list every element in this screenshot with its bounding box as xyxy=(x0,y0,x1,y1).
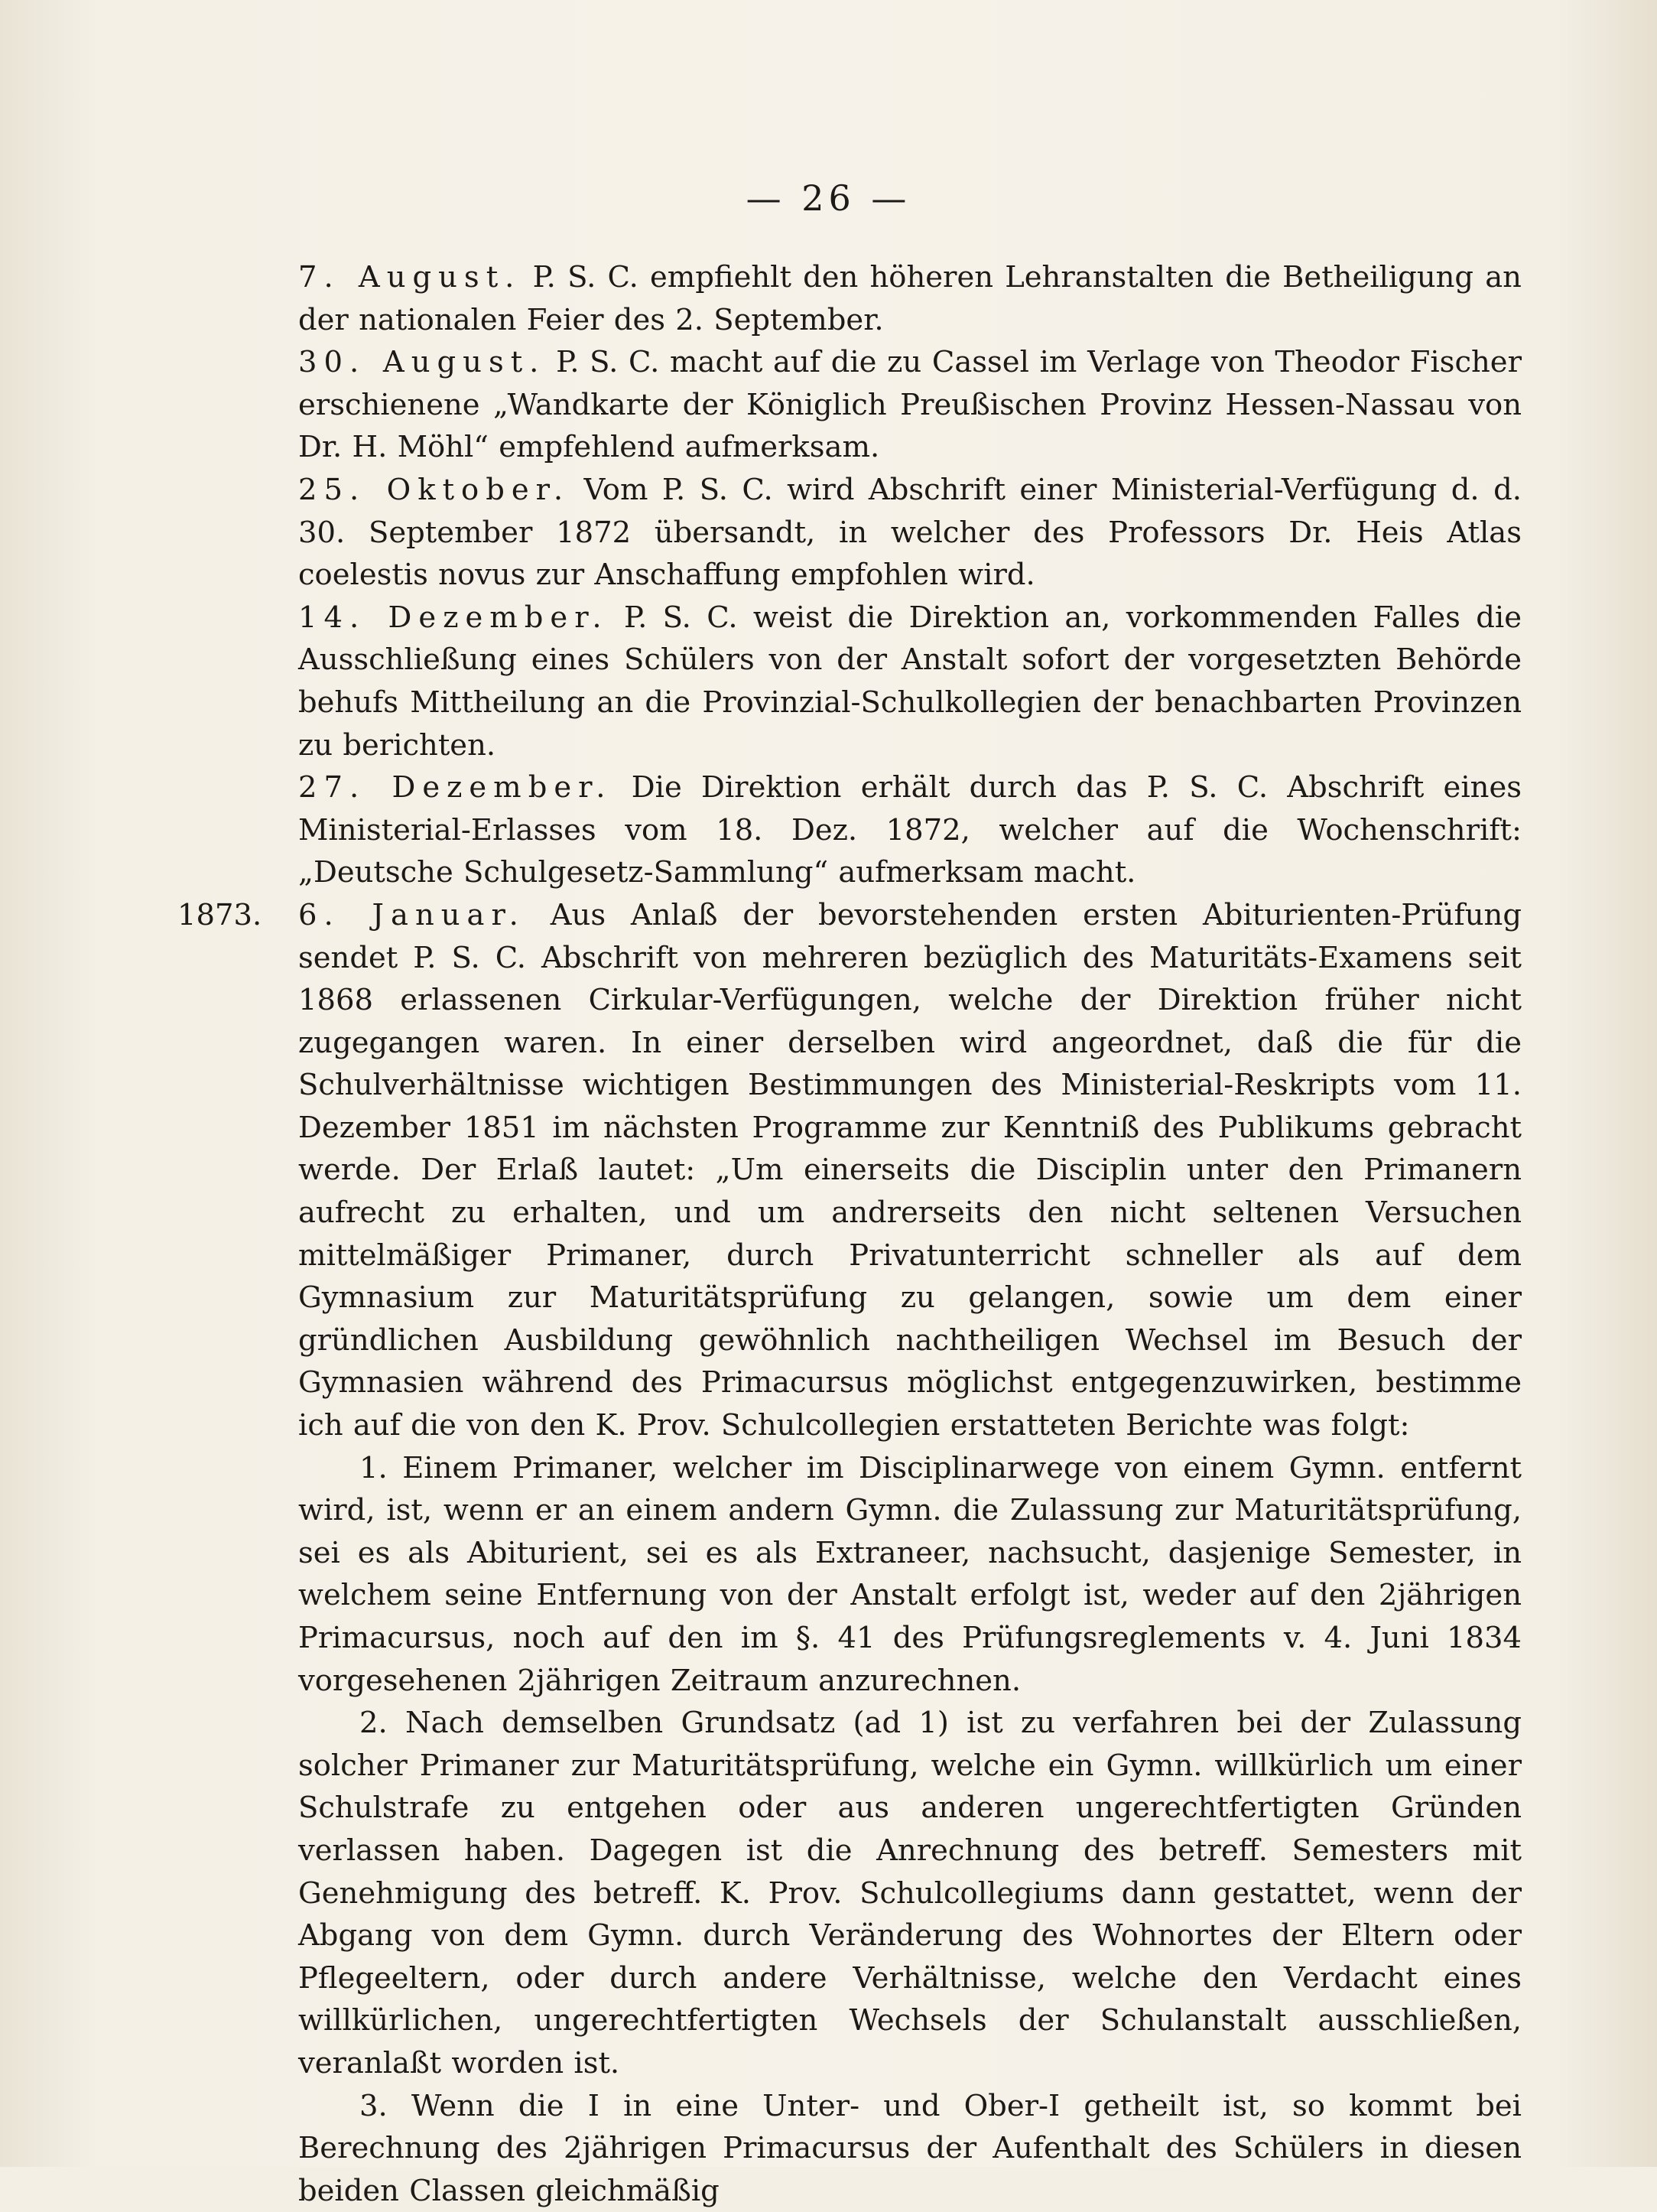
entry-dec14 xyxy=(298,597,1522,766)
entry-dec27 xyxy=(298,766,1522,894)
rule-2 xyxy=(298,1702,1522,2084)
rule-text: Wenn die I in eine Unter- und Ober-I getheilt ist, so kommt bei Berechnung des 2jährigen Primacursus der Aufenthalt des Schülers in diesen beiden Classen gleichmäßig xyxy=(298,2088,1522,2208)
entry-jan6 xyxy=(177,894,1522,1447)
entry-aug7 xyxy=(298,256,1522,341)
page-number: — 26 — xyxy=(746,177,911,219)
year-marker: 1873. xyxy=(177,897,262,932)
entry-aug30 xyxy=(298,341,1522,469)
entry-date: 25. Oktober. xyxy=(298,472,570,507)
entry-text: Vom P. S. C. wird Abschrift einer Ministerial-Verfügung d. d. 30. September 1872 übersandt, in welcher des Professors Dr. Heis Atlas coelestis novus zur Anschaffung empfohlen wird. xyxy=(298,472,1522,593)
entry-text: Aus Anlaß der bevorstehenden ersten Abiturienten-Prüfung sendet P. S. C. Abschrift von mehreren bezüglich des Maturitäts-Examens seit 1868 erlassenen Cirkular-Verfügungen, welche der Direktion früher nicht zugegangen waren. In einer derselben wird angeordnet, daß die für die Schulverhältnisse wichtigen Bestimmungen des Ministerial-Reskripts vom 11. Dezember 1851 im nächsten Programme zur Kenntniß des Publikums gebracht werde. Der Erlaß lautet: „Um einerseits die Disciplin unter den Primanern aufrecht zu erhalten, und um andrerseits den nicht seltenen Versuchen mittelmäßiger Primaner, durch Privatunterricht schneller als auf dem Gymnasium zur Maturitätsprüfung zu gelangen, sowie um dem einer gründlichen Ausbildung gewöhnlich nachtheiligen Wechsel im Besuch der Gymnasien während des Primacursus möglichst entgegenzuwirken, bestimme ich auf die von den K. Prov. Schulcollegien erstatteten Berichte was folgt: xyxy=(298,897,1522,1443)
entry-text: P. S. C. empfiehlt den höheren Lehranstalten die Betheiligung an der nationalen Feier des 2. September. xyxy=(298,260,1522,337)
rule-number: 3. xyxy=(359,2088,388,2123)
entry-date: 27. Dezember. xyxy=(298,770,612,805)
rule-text: Nach demselben Grundsatz (ad 1) ist zu verfahren bei der Zulassung solcher Primaner zur Maturitätsprüfung, welche ein Gymn. willkürlich um einer Schulstrafe zu entgehen oder aus anderen ungerechtfertigten Gründen verlassen haben. Dagegen ist die Anrechnung des betreff. Semesters mit Genehmigung des betreff. K. Prov. Schulcollegiums dann gestattet, wenn der Abgang von dem Gymn. durch Veränderung des Wohnortes der Eltern oder Pflegeeltern, oder durch andere Verhältnisse, welche den Verdacht eines willkürlichen, ungerechtfertigten Wechsels der Schulanstalt ausschließen, veranlaßt worden ist. xyxy=(298,1706,1522,2080)
entry-text: P. S. C. weist die Direktion an, vorkommenden Falles die Ausschließung eines Schülers von der Anstalt sofort der vorgesetzten Behörde behufs Mittheilung an die Provinzial-Schulkollegien der benachbarten Provinzen zu berichten. xyxy=(298,600,1522,763)
entry-date: 30. August. xyxy=(298,345,546,380)
entry-oct25 xyxy=(298,469,1522,597)
entry-text: Die Direktion erhält durch das P. S. C. Abschrift eines Ministerial-Erlasses vom 18. Dez. 1872, welcher auf die Wochenschrift: „Deutsche Schulgesetz-Sammlung“ aufmerksam macht. xyxy=(298,770,1522,890)
entry-text: P. S. C. macht auf die zu Cassel im Verlage von Theodor Fischer erschienene „Wandkarte der Königlich Preußischen Provinz Hessen-Nassau von Dr. H. Möhl“ empfehlend aufmerksam. xyxy=(298,345,1522,465)
rule-3 xyxy=(298,2085,1522,2212)
rule-number: 1. xyxy=(359,1450,388,1485)
rule-1 xyxy=(298,1447,1522,1703)
rule-number: 2. xyxy=(359,1706,388,1741)
entry-date: 7. August. xyxy=(298,260,521,294)
document-body xyxy=(177,256,1522,2212)
entry-date: 14. Dezember. xyxy=(298,600,609,635)
rule-text: Einem Primaner, welcher im Disciplinarwege von einem Gymn. entfernt wird, ist, wenn er an einem andern Gymn. die Zulassung zur Maturitätsprüfung, sei es als Abiturient, sei es als Extraneer, nachsucht, dasjenige Semester, in welchem seine Entfernung von der Anstalt erfolgt ist, weder auf den 2jährigen Primacursus, noch auf den im §. 41 des Prüfungsreglements v. 4. Juni 1834 vorgesehenen 2jährigen Zeitraum anzurechnen. xyxy=(298,1450,1522,1698)
entry-date: 6. Januar. xyxy=(298,897,525,932)
